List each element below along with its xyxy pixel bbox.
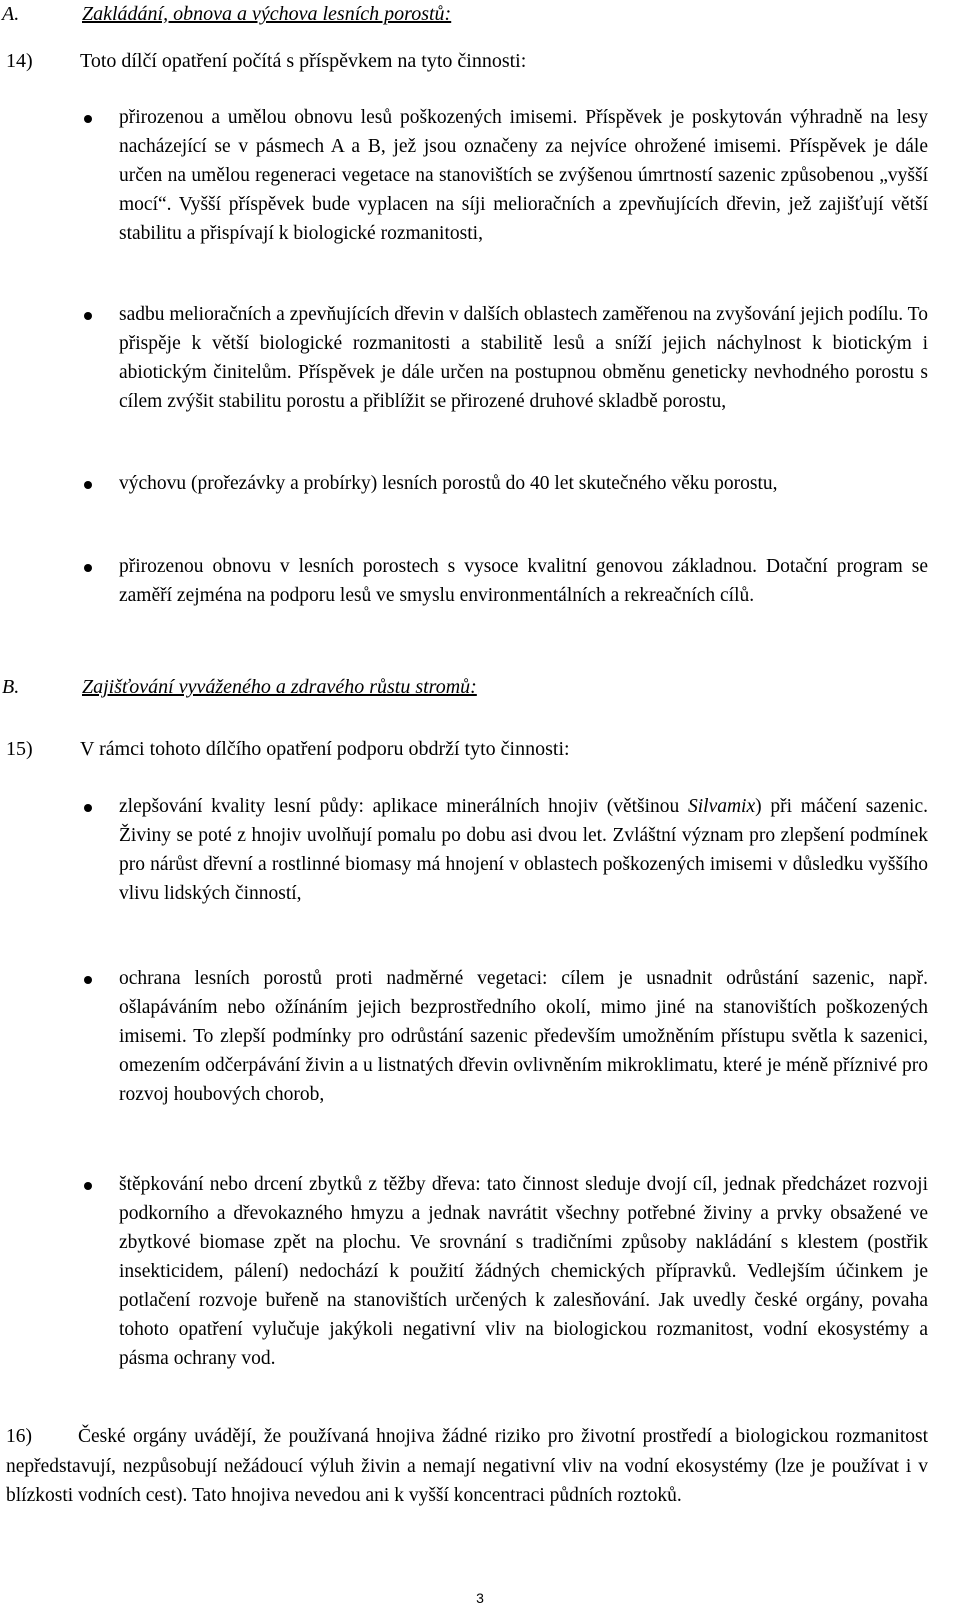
list-item-text: štěpkování nebo drcení zbytků z těžby dřeva: tato činnost sleduje dvojí cíl, jednak předcházet rozvoji podkorního a dřevokazného hmyzu a jednak navrátit všechny potřebné živiny a prvky obsažené ve zbytkové biomase zpět na plochu. Ve srovnání s tradičními způsoby nakládání s klestem (postřik insekticidem, pálení) nedochází k použití žádných chemických přípravků. Vedlejším účinkem je potlačení rozvoje buřeně na stanovištích určených k zalesňování. Jak uvedly české orgány, povaha tohoto opatření vylučuje jakýkoli negativní vliv na biologickou rozmanitost, vodní ekosystémy a pásma ochrany vod. — [119, 1174, 928, 1369]
bullet-dot-icon — [84, 312, 92, 320]
item-16-text: České orgány uvádějí, že používaná hnojiva žádné riziko pro životní prostředí a biologickou rozmanitost nepředstavují, nezpůsobují nežádoucí výluh živin a nemají negativní vliv na vodní ekosystémy (lze je používat i v blízkosti vodních cest). Tato hnojiva nevedou ani k vyšší koncentraci půdních roztoků. — [6, 1426, 928, 1506]
bullet-dot-icon — [84, 115, 92, 123]
section-a-letter: A. — [2, 3, 20, 25]
product-name-italic: Silvamix — [687, 796, 756, 817]
item-15-number: 15) — [6, 738, 33, 760]
list-item-text: sadbu melioračních a zpevňujících dřevin v dalších oblastech zaměřenou na zvyšování jejich podílu. To přispěje k větší biologické rozmanitosti a stabilitě lesů a sníží jejich náchylnost k biotickým i abiotickým činitelům. Příspěvek je dále určen na postupnou obměnu geneticky nevhodného porostu s cílem zvýšit stabilitu porostu a přiblížit se přirozené druhové skladbě porostu, — [119, 304, 928, 412]
item-14-number: 14) — [6, 50, 33, 72]
list-item-text — [119, 792, 928, 908]
list-item-text-part: ) při máčení sazenic. Živiny se poté z hnojiv uvolňují pomalu po dobu asi dvou let. Zvláštní význam pro zlepšení podmínek pro nárůst dřevní a rostlinné biomasy má hnojení v oblastech poškozených imisemi v důsledku vyššího vlivu lidských činností, — [119, 796, 928, 904]
list-item-text: přirozenou obnovu v lesních porostech s vysoce kvalitní genovou základnou. Dotační program se zaměří zejména na podporu lesů ve smyslu environmentálních a rekreačních cílů. — [119, 556, 928, 606]
item-15-text: V rámci tohoto dílčího opatření podporu obdrží tyto činnosti: — [80, 738, 570, 760]
item-14-text: Toto dílčí opatření počítá s příspěvkem na tyto činnosti: — [80, 50, 527, 72]
list-item-text: výchovu (prořezávky a probírky) lesních porostů do 40 let skutečného věku porostu, — [119, 473, 778, 494]
bullet-dot-icon — [84, 481, 92, 489]
item-16-number: 16) — [6, 1426, 32, 1447]
section-b-letter: B. — [2, 676, 20, 698]
section-b-title: Zajišťování vyváženého a zdravého růstu stromů: — [82, 676, 477, 698]
list-item-text-part: zlepšování kvality lesní půdy: aplikace minerálních hnojiv (většinou — [119, 796, 688, 817]
bullet-dot-icon — [84, 976, 92, 984]
section-a-heading — [2, 0, 902, 28]
section-b-heading — [2, 673, 902, 701]
section-a-title: Zakládání, obnova a výchova lesních porostů: — [82, 3, 452, 25]
item-14 — [6, 47, 926, 75]
list-item-text: přirozenou a umělou obnovu lesů poškozených imisemi. Příspěvek je poskytován výhradně na lesy nacházející se v pásmech A a B, jež jsou označeny za nejvíce ohrožené imisemi. Příspěvek je dále určen na umělou regeneraci vegetace na stanovištích se zvýšenou úmrtností sazenic způsobenou „vyšší mocí“. Vyšší příspěvek bude vyplacen na síji melioračních a zpevňujících dřevin, jež zajišťují větší stabilitu a přispívají k biologické rozmanitosti, — [119, 107, 928, 244]
item-16 — [6, 1422, 928, 1511]
bullet-dot-icon — [84, 1182, 92, 1190]
bullet-dot-icon — [84, 564, 92, 572]
bullet-dot-icon — [84, 804, 92, 812]
page-number: 3 — [476, 1590, 484, 1606]
list-item-text: ochrana lesních porostů proti nadměrné vegetaci: cílem je usnadnit odrůstání sazenic, např. ošlapáváním nebo ožínáním jejich bezprostředního okolí, mimo jiné na stanovištích poškozených imisemi. To zlepší podmínky pro odrůstání sazenic především umožněním přístupu světla k sazenici, omezením odčerpávání živin a u listnatých dřevin ovlivněním mikroklimatu, které je méně příznivé pro rozvoj houbových chorob, — [119, 968, 928, 1105]
item-15 — [6, 735, 926, 763]
